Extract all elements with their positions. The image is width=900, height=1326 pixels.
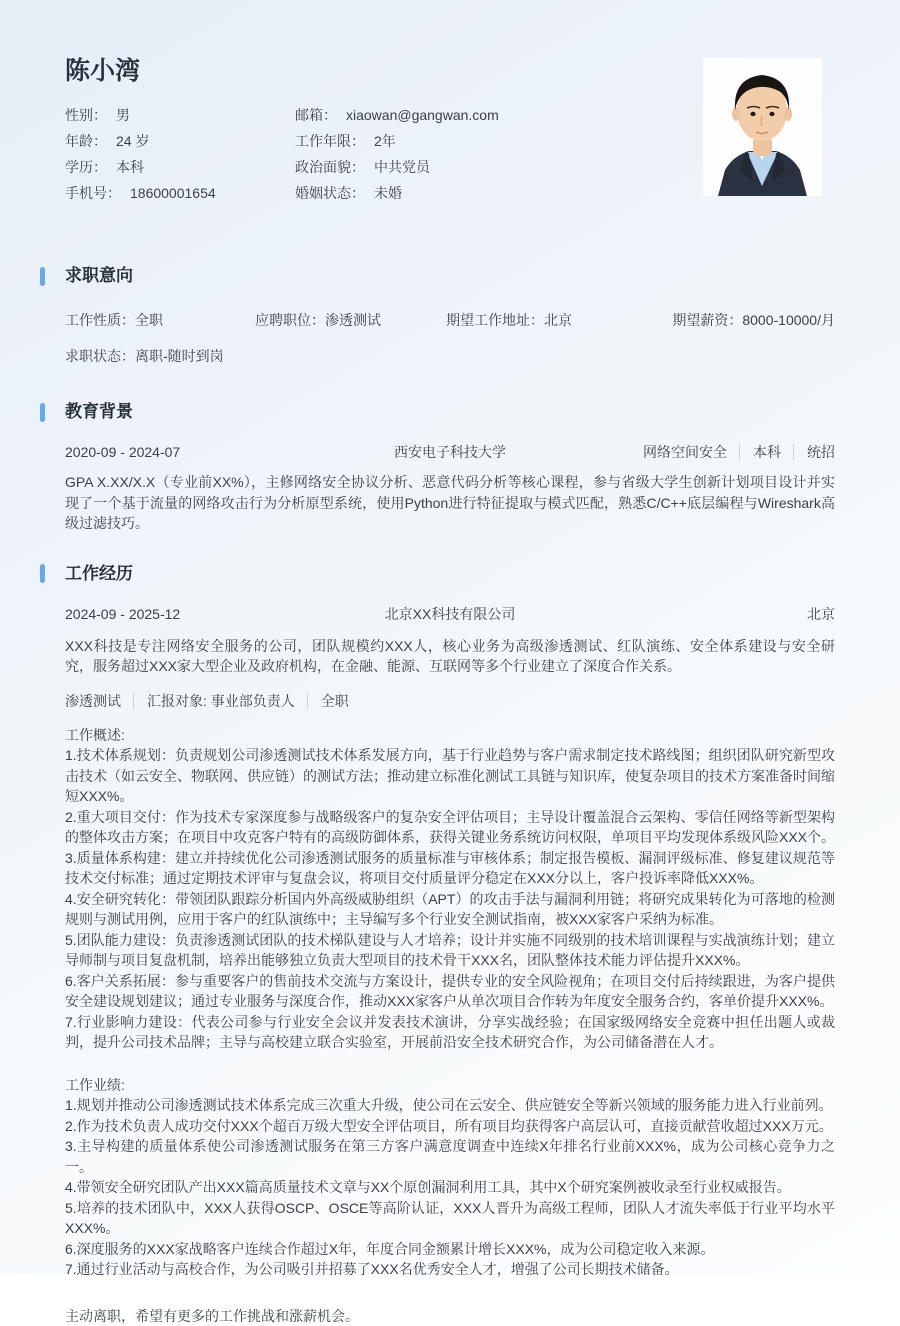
info-field (295, 154, 499, 180)
info-label: 年龄： (65, 133, 107, 149)
education-tag: 统招 (793, 444, 835, 460)
duty-item: 1.技术体系规划：负责规划公司渗透测试技术体系发展方向，基于行业趋势与客户需求制定技术路线图；组织团队研究新型攻击技术（如云安全、物联网、供应链）的测试方法；推动建立标准化测试工具链与知识库，使复杂项目的技术方案准备时间缩短XXX%。 (65, 747, 835, 804)
info-value: 本科 (116, 159, 144, 175)
info-label: 政治面貌： (295, 159, 365, 175)
info-field (65, 154, 295, 180)
job-intention-row1 (65, 310, 835, 330)
duty-item: 5.团队能力建设：负责渗透测试团队的技术梯队建设与人才培养；设计并实施不同级别的技术培训课程与实战演练计划；建立导师制与项目复盘机制，培养出能够独立负责大型项目的技术骨干XXX名，团队整体技术能力评估提升XXX%。 (65, 931, 835, 968)
section-title-text: 求职意向 (65, 266, 133, 285)
achievement-item: 2.作为技术负责人成功交付XXX个超百万级大型安全评估项目，所有项目均获得客户高层认可，直接贡献营收超过XXX万元。 (65, 1117, 833, 1134)
section-title-text: 教育背景 (65, 402, 133, 421)
overview-label: 工作概述: (65, 726, 125, 743)
achievement-item: 3.主导构建的质量体系使公司渗透测试服务在第三方客户满意度调查中连续X年排名行业前XXX%，成为公司核心竞争力之一。 (65, 1138, 835, 1175)
section-work-experience (65, 564, 835, 1326)
field-value: 渗透测试 (325, 312, 381, 328)
achievement-item: 4.带领安全研究团队产出XXX篇高质量技术文章与XX个原创漏洞利用工具，其中X个研究案例被收录至行业权威报告。 (65, 1179, 791, 1195)
section-title-text: 工作经历 (65, 563, 133, 583)
info-label: 婚姻状态： (295, 185, 365, 201)
section-accent-bar (40, 564, 45, 583)
education-tags (643, 442, 835, 462)
portrait-illustration (703, 58, 822, 196)
achievement-item: 6.深度服务的XXX家战略客户连续合作超过X年，年度合同金额累计增长XXX%，成为公司稳定收入来源。 (65, 1240, 715, 1257)
field-value: 8000-10000/月 (742, 312, 835, 328)
education-description: GPA X.XX/X.X（专业前XX%），主修网络安全协议分析、恶意代码分析等核心课程，参与省级大学生创新计划项目设计并实现了一个基于流量的网络攻击行为分析原型系统，使用Python进行特征提取与模式匹配，熟悉C/C++底层编程与Wireshark高级过滤技巧。 (65, 474, 835, 531)
job-intention-field (446, 310, 672, 330)
duty-item: 7.行业影响力建设：代表公司参与行业安全会议并发表技术演讲，分享实战经验；在国家级网络安全竞赛中担任出题人或裁判，提升公司技术品牌；主导与高校建立联合实验室，开展前沿安全技术研究合作，为公司储备潜在人才。 (65, 1013, 835, 1050)
field-value: 全职 (135, 312, 163, 328)
achievements-label: 工作业绩: (65, 1076, 125, 1093)
section-header (65, 402, 835, 422)
duty-item: 2.重大项目交付：作为技术专家深度参与战略级客户的复杂安全评估项目；主导设计覆盖混合云架构、零信任网络等新型架构的整体攻击方案；在项目中攻克客户特有的高级防御体系，获得关键业务系统访问权限，单项目平均发现体系级风险XXX个。 (65, 808, 836, 845)
info-value: 未婚 (374, 185, 402, 201)
role-tag: 汇报对象: 事业部负责人 (133, 693, 295, 709)
info-field (295, 180, 499, 206)
work-location: 北京 (807, 605, 835, 622)
section-accent-bar (40, 267, 45, 286)
info-label: 邮箱： (295, 107, 337, 123)
field-label: 求职状态： (65, 348, 135, 364)
job-intention-field (672, 310, 835, 330)
section-header (65, 266, 835, 286)
work-company: 北京XX科技有限公司 (384, 605, 516, 622)
duty-item: 4.安全研究转化：带领团队跟踪分析国内外高级威胁组织（APT）的攻击手法与漏洞利用链；将研究成果转化为可落地的检测规则与测试用例，应用于客户的红队演练中；主导编写多个行业安全测试指南，被XXX家客户采纳为标准。 (65, 890, 835, 927)
info-value: 18600001654 (130, 185, 216, 201)
section-education (65, 402, 835, 534)
job-intention-row2 (65, 346, 835, 366)
work-meta-row (65, 604, 835, 624)
work-achievements-block (65, 1075, 835, 1280)
work-role-tags (65, 691, 835, 711)
work-period: 2024-09 - 2025-12 (65, 605, 181, 622)
field-value: 离职-随时到岗 (135, 348, 224, 364)
achievement-item: 5.培养的技术团队中，XXX人获得OSCP、OSCE等高阶认证，XXX人晋升为高级工程师，团队人才流失率低于行业平均水平XXX%。 (65, 1199, 835, 1236)
field-label: 期望薪资： (672, 312, 743, 328)
info-field (65, 102, 295, 128)
info-value: 2年 (374, 133, 396, 149)
duty-list (65, 745, 835, 1053)
education-period: 2020-09 - 2024-07 (65, 444, 181, 460)
info-field (65, 128, 295, 154)
role-tag: 渗透测试 (65, 692, 121, 709)
info-field (295, 102, 499, 128)
resume-header (65, 56, 835, 206)
field-label: 工作性质： (65, 312, 135, 328)
candidate-name: 陈小湾 (65, 57, 141, 85)
info-label: 工作年限： (295, 133, 365, 149)
leaving-reason: 主动离职，希望有更多的工作挑战和涨薪机会。 (65, 1307, 359, 1324)
field-label: 应聘职位： (255, 312, 325, 328)
info-label: 学历： (65, 159, 107, 175)
achievement-item: 1.规划并推动公司渗透测试技术体系完成三次重大升级，使公司在云安全、供应链安全等新兴领域的服务能力进入行业前列。 (65, 1097, 833, 1113)
work-overview-block (65, 725, 835, 1053)
job-intention-field (65, 348, 224, 364)
field-label: 期望工作地址： (446, 312, 544, 328)
section-job-intention (65, 266, 835, 366)
info-value: 中共党员 (374, 159, 430, 175)
info-value: 男 (116, 107, 130, 123)
info-field (295, 128, 499, 154)
info-value: 24 岁 (116, 133, 150, 149)
profile-photo (703, 58, 822, 196)
education-tag: 本科 (739, 444, 781, 460)
achievement-item: 7.通过行业活动与高校合作，为公司吸引并招募了XXX名优秀安全人才，增强了公司长期技术储备。 (65, 1261, 679, 1277)
role-tag: 全职 (307, 693, 349, 709)
info-label: 性别： (65, 107, 107, 123)
info-field (65, 180, 295, 206)
info-value: xiaowan@gangwan.com (346, 107, 499, 123)
achievement-list (65, 1095, 835, 1280)
duty-item: 3.质量体系构建：建立并持续优化公司渗透测试服务的质量标准与审核体系；制定报告模板、漏洞评级标准、修复建议规范等技术交付标准；通过定期技术评审与复盘会议，将项目交付质量评分稳定在XXX分以上，客户投诉率降低XXX%。 (65, 849, 835, 886)
education-school: 西安电子科技大学 (394, 444, 506, 460)
field-value: 北京 (544, 312, 572, 328)
section-accent-bar (40, 403, 45, 422)
personal-info-right-column (295, 102, 499, 206)
education-meta-row (65, 442, 835, 462)
job-intention-field (65, 310, 255, 330)
job-intention-field (255, 310, 446, 330)
company-intro: XXX科技是专注网络安全服务的公司，团队规模约XXX人，核心业务为高级渗透测试、红队演练、安全体系建设与安全研究，服务超过XXX家大型企业及政府机构，在金融、能源、互联网等多个行业建立了深度合作关系。 (65, 637, 835, 674)
section-header (65, 564, 835, 584)
education-tag: 网络空间安全 (643, 444, 727, 460)
duty-item: 6.客户关系拓展：参与重要客户的售前技术交流与方案设计，提供专业的安全风险视角；在项目交付后持续跟进，为客户提供安全建设规划建议；通过专业服务与深度合作，推动XXX家客户从单次项目合作转为年度安全服务合约，客单价提升XXX%。 (65, 972, 835, 1009)
info-label: 手机号： (65, 185, 121, 201)
personal-info-left-column (65, 102, 295, 206)
